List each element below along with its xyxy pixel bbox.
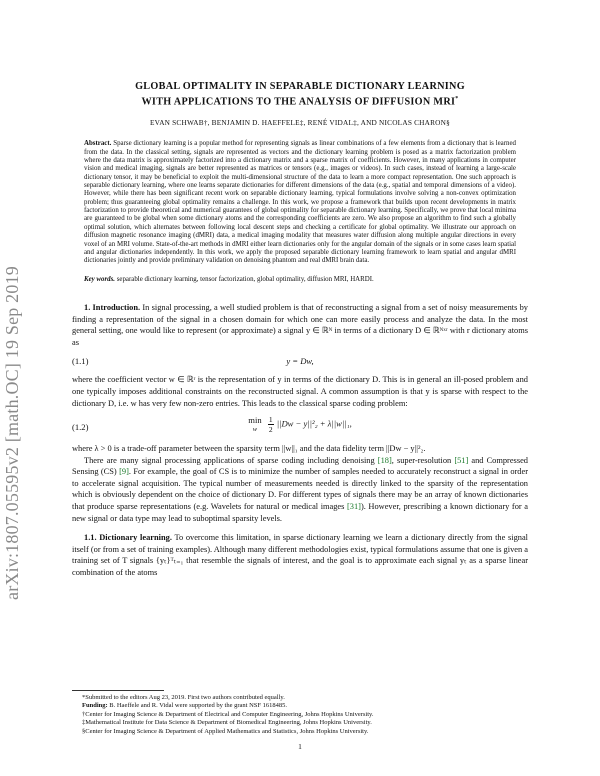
funding-text: B. Haeffele and R. Vidal were supported by the grant NSF 1618485.	[107, 702, 288, 710]
title-line-2: WITH APPLICATIONS TO THE ANALYSIS OF DIFFUSION MRI	[141, 96, 456, 108]
citation-link[interactable]: [18]	[377, 455, 392, 465]
citation-link[interactable]: [9]	[119, 467, 129, 477]
keywords-text: separable dictionary learning, tensor factorization, global optimality, diffusion MRI, HARDI.	[116, 275, 374, 283]
intro-text-4e: ). However, prescribing a known dictionary for a new signal or data type may lead to suboptimal sparsity levels.	[72, 502, 528, 523]
intro-paragraph-1	[72, 302, 528, 348]
objective-terms: ||Dw − y||²₂ + λ||w||₁,	[276, 418, 352, 429]
page-number: 1	[298, 742, 302, 751]
citation-link[interactable]: [51]	[454, 455, 469, 465]
paper-page	[72, 80, 528, 579]
intro-paragraph-3: where λ > 0 is a trade-off parameter between the sparsity term ||w||₁ and the data fidelity term ||Dw − y||²₂.	[72, 444, 426, 454]
paper-title	[72, 80, 528, 108]
arxiv-id: arXiv:1807.05595v2 [math.OC] 19 Sep 2019	[2, 266, 22, 600]
footnotes	[72, 690, 528, 736]
footnote-rule	[72, 690, 164, 691]
intro-paragraph-2: where the coefficient vector w ∈ ℝʳ is the representation of y in terms of the dictionary D. This is in general an ill-posed problem and one typically imposes additional constraints on the reconstructed signal. A common assumption is that y is sparse with respect to the dictionary D, i.e. w has very few non-zero entries. This leads to the classical sparse coding problem:	[72, 375, 528, 408]
equation-1-2	[72, 409, 528, 443]
footnote-submitted: *Submitted to the editors Aug 23, 2019. First two authors contributed equally.	[82, 694, 285, 701]
keywords	[84, 276, 516, 284]
min-subscript: w	[252, 425, 258, 433]
intro-text-1: In signal processing, a well studied problem is that of reconstructing a signal from a set of noisy measurements by finding a representation of the signal in a chosen domain for which one can more easily process and analyze the data. In the most general setting, one would like to represent (or approximate) a signal y ∈ ℝᴺ in terms of a dictionary D ∈ ℝᴺˣʳ with r dictionary atoms as	[72, 302, 528, 347]
min-operator: min	[248, 414, 262, 425]
intro-text-4d: . For example, the goal of CS is to minimize the number of samples needed to accurately reconstruct a signal in order to accelerate signal acquisition. The typical number of measurements needed is directly linked to the sparsity of the representation which is obviously dependent on the choice of dictionary D. For different types of signals there may be an array of known dictionaries that produce sparse representations (e.g. Wavelets for natural or medical images	[72, 467, 528, 512]
keywords-label: Key words.	[84, 275, 116, 283]
citation-link[interactable]: [31]	[347, 502, 361, 512]
abstract	[84, 140, 516, 265]
title-footnote-mark: *	[455, 96, 459, 102]
fraction-denominator: 2	[268, 425, 273, 435]
footnote-affiliation-1: †Center for Imaging Science & Department of Electrical and Computer Engineering, Johns Hopkins University.	[82, 710, 374, 718]
title-line-1: GLOBAL OPTIMALITY IN SEPARABLE DICTIONARY LEARNING	[135, 81, 465, 92]
section-1-heading: 1. Introduction.	[84, 302, 141, 312]
footnote-affiliation-3: §Center for Imaging Science & Department of Applied Mathematics and Statistics, Johns Hopkins University.	[82, 727, 369, 735]
subsection-1-1-text: To overcome this limitation, in sparse dictionary learning we learn a dictionary directly from the signal itself (or from a set of training examples). Although many different methodologies exist, typical formulations assume that one is given a training set of T signals {yₜ}ᵀₜ₌₁ that resemble the signals of interest, and the goal is to approximate each signal yₜ as a sparse linear combination of the atoms	[72, 533, 528, 578]
equation-number: (1.1)	[72, 356, 89, 367]
subsection-1-1	[72, 532, 528, 578]
abstract-label: Abstract.	[84, 140, 112, 148]
intro-paragraph-4	[72, 455, 528, 525]
fraction	[268, 415, 274, 434]
intro-text-4b: , super-resolution	[391, 455, 455, 465]
footnote-affiliation-2: ‡Mathematical Institute for Data Science & Department of Biomedical Engineering, Johns Hopkins University.	[82, 719, 372, 727]
intro-text-4a: There are many signal processing applications of sparse coding including denoising	[84, 455, 378, 465]
authors: EVAN SCHWAB†, BENJAMIN D. HAEFFELE‡, RENÉ VIDAL‡, AND NICOLAS CHARON§	[150, 118, 450, 128]
abstract-text: Sparse dictionary learning is a popular method for representing signals as linear combinations of a few elements from a dictionary that is learned from the data. In the classical setting, signals are represented as vectors and the dictionary learning problem is posed as a matrix factorization problem where the data matrix is approximately factorized into a dictionary matrix and a sparse matrix of coefficients. However, in many applications in computer vision and medical imaging, signals are better represented as matrices or tensors (e.g., images or videos). In such cases, instead of learning a large-scale dictionary tensor, it may be beneficial to exploit the multi-dimensional structure of the data to learn a more compact representation. One such approach is separable dictionary learning, where one learns separate dictionaries for different dimensions of the data (e.g., spatial and temporal dimensions of a video). However, while there has been significant recent work on separable dictionary learning, typical formulations involve solving a non-convex optimization problem; thus guaranteeing global optimality remains a challenge. In this work, we propose a framework that builds upon recent developments in matrix factorization to provide theoretical and numerical guarantees of global optimality for separable dictionary learning. Specifically, we prove that local minima are guaranteed to be global when some dictionary atoms and the corresponding coefficients are zero. We also propose an algorithm to find such a globally optimal solution, which alternates between following local descent steps and checking a certificate for global optimality. We illustrate our approach on diffusion magnetic resonance imaging (dMRI) data, a medical imaging modality that measures water diffusion along multiple angular directions in every voxel of an MRI volume. State-of-the-art methods in dMRI either learn dictionaries only for the angular domain of the signals or in some cases learn spatial and angular dictionaries independently. In this work, we apply the proposed separable dictionary learning framework to learn spatial and angular dMRI dictionaries jointly and provide preliminary validation on denoising phantom and real dMRI brain data.	[84, 140, 516, 265]
equation-1-1	[72, 348, 528, 374]
subsection-1-1-heading: 1.1. Dictionary learning.	[84, 533, 172, 543]
equation-number: (1.2)	[72, 422, 89, 433]
intro-text-4c: and Compressed Sensing (CS)	[72, 455, 528, 477]
footnote-funding	[72, 702, 528, 710]
equation-body: y = Dw,	[286, 356, 314, 367]
fraction-numerator: 1	[268, 415, 273, 425]
funding-label: Funding:	[82, 702, 108, 710]
